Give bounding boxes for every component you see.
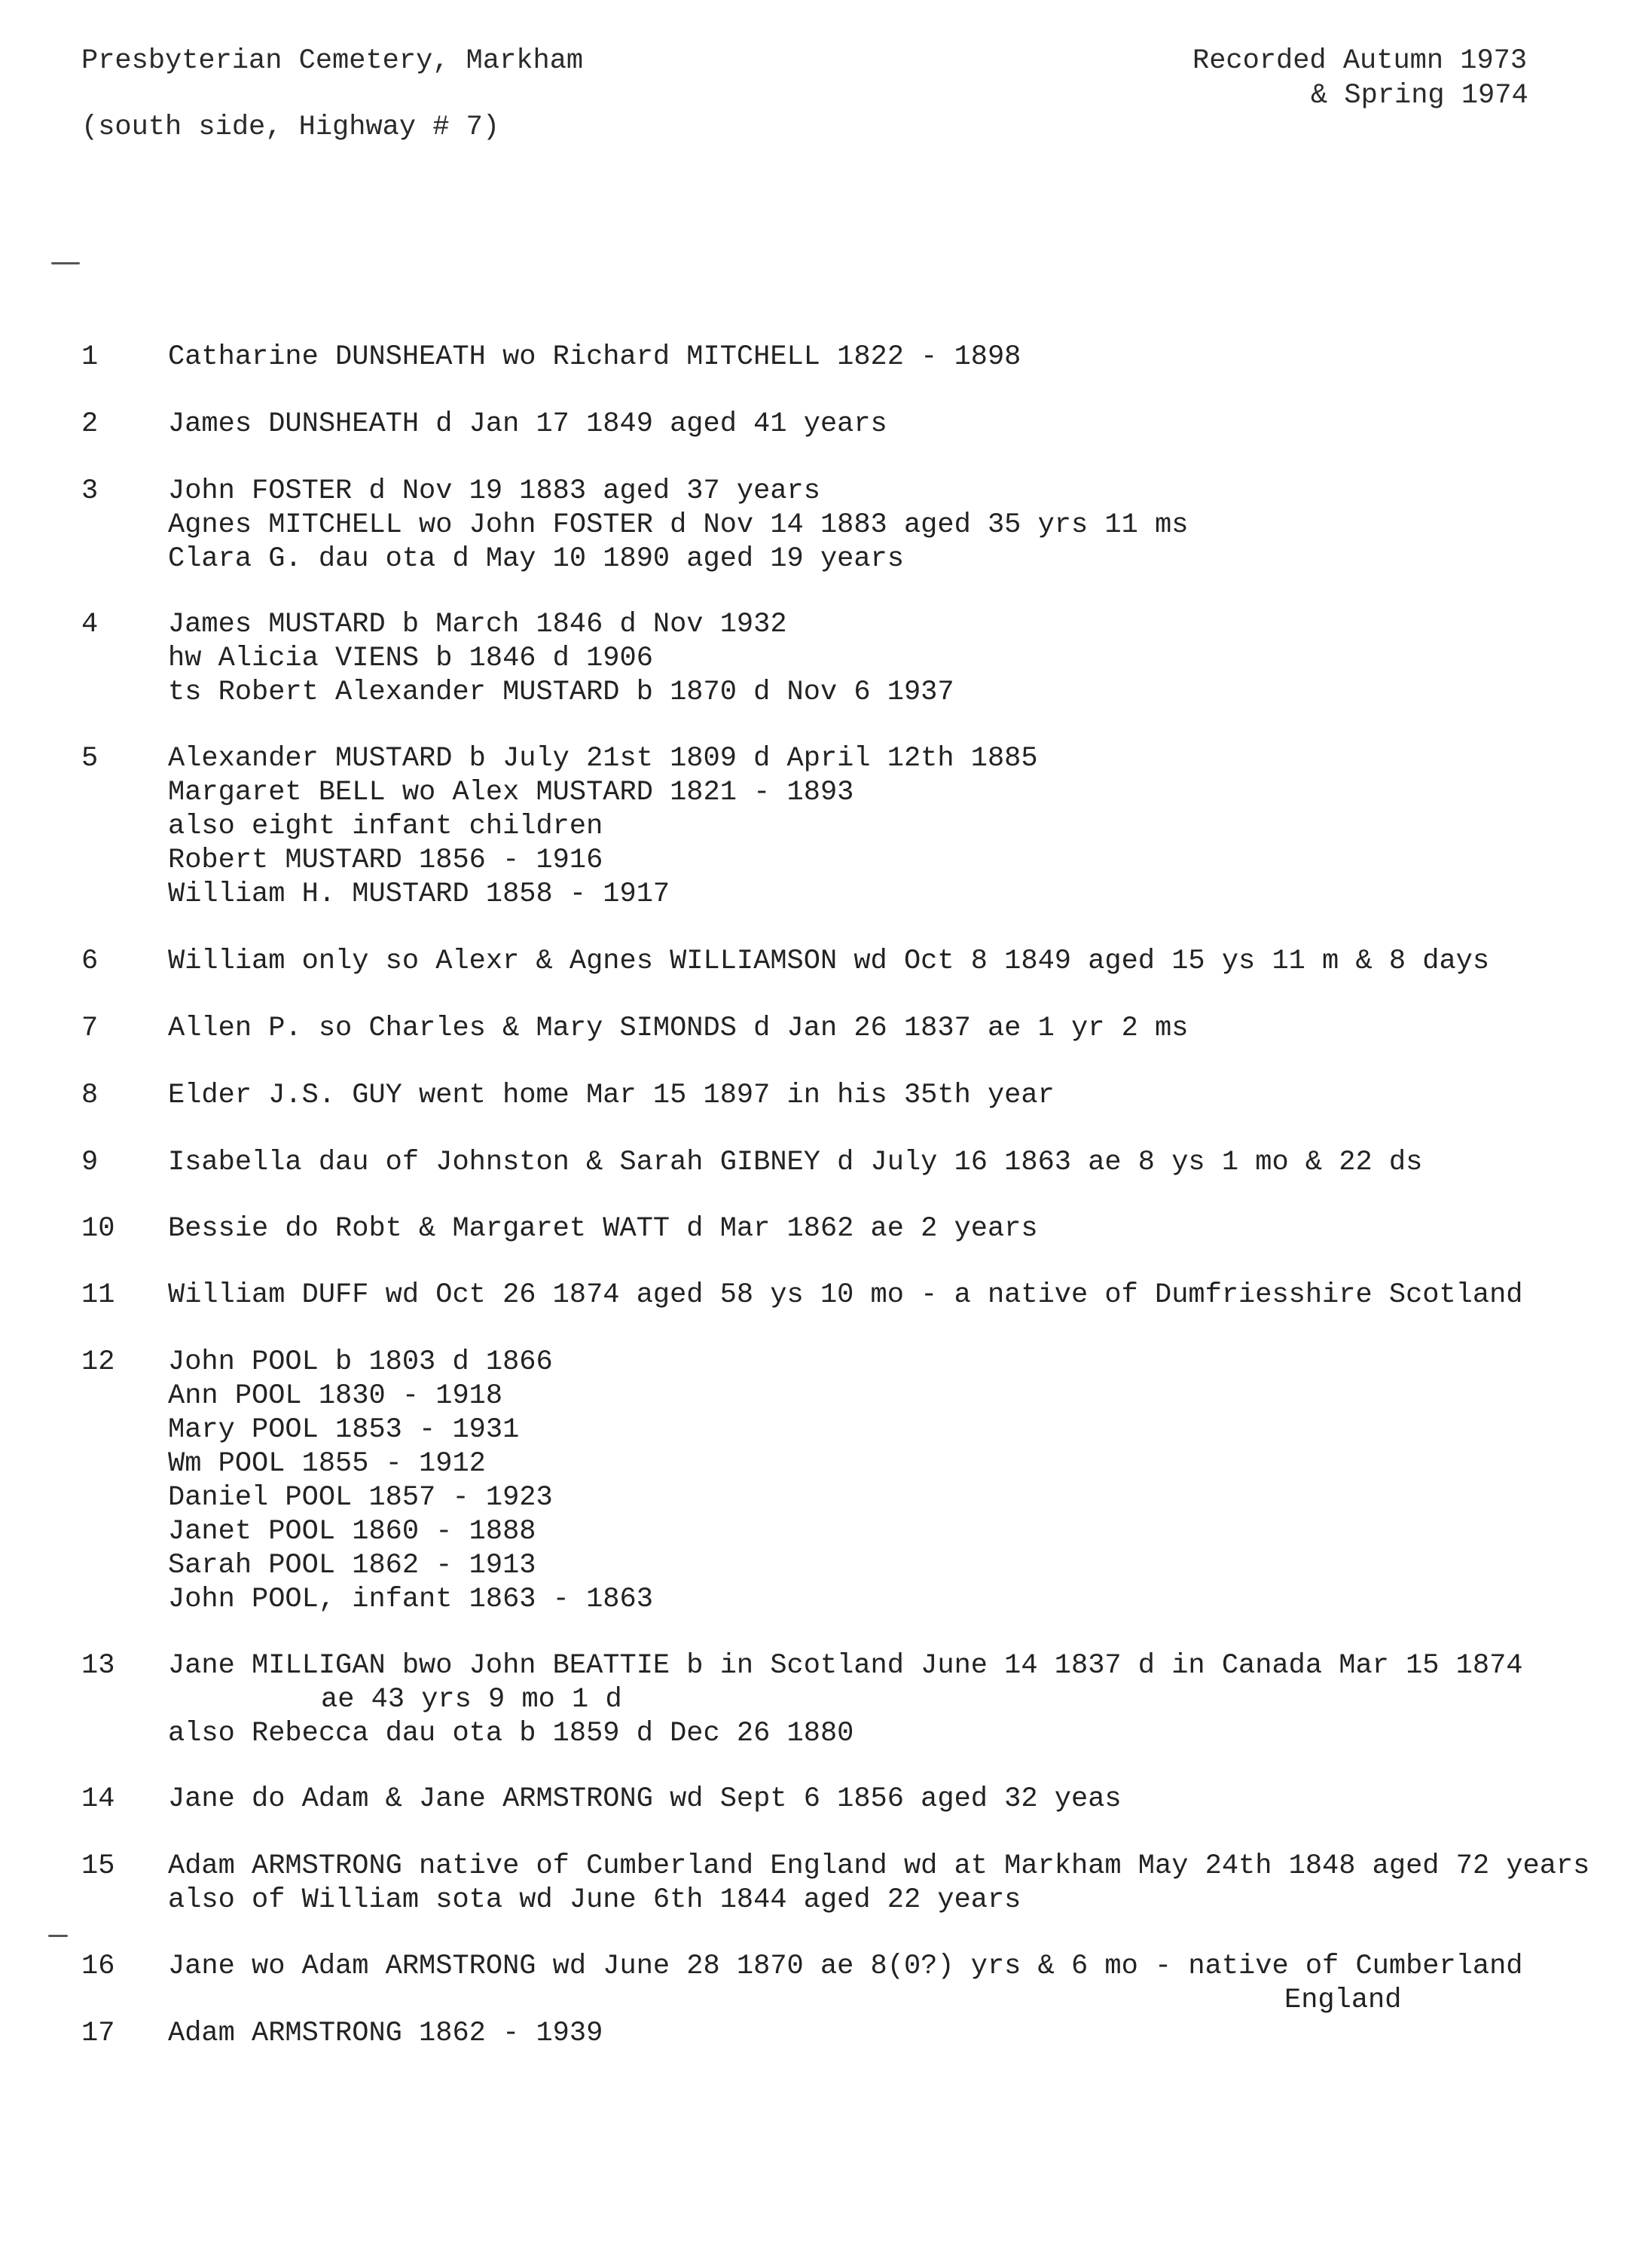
entry-line: Adam ARMSTRONG 1862 - 1939 — [168, 2018, 603, 2049]
entry-line: England — [1284, 1984, 1402, 2016]
entry-line: Isabella dau of Johnston & Sarah GIBNEY d July 16 1863 ae 8 ys 1 mo & 22 ds — [168, 1147, 1423, 1178]
entry-number: 8 — [81, 1080, 99, 1111]
entry-line: Sarah POOL 1862 - 1913 — [168, 1550, 536, 1581]
entry-line: William H. MUSTARD 1858 - 1917 — [168, 878, 670, 910]
entry-line: Bessie do Robt & Margaret WATT d Mar 1862 ae 2 years — [168, 1213, 1038, 1245]
entry-line: ae 43 yrs 9 mo 1 d — [321, 1684, 622, 1716]
entry-line: Jane do Adam & Jane ARMSTRONG wd Sept 6 1856 aged 32 yeas — [168, 1783, 1122, 1815]
entry-line: Margaret BELL wo Alex MUSTARD 1821 - 1893 — [168, 777, 854, 808]
entry-line: also eight infant children — [168, 811, 603, 842]
entry-line: Wm POOL 1855 - 1912 — [168, 1448, 486, 1480]
page-title: Presbyterian Cemetery, Markham — [81, 45, 584, 77]
entry-number: 11 — [81, 1279, 115, 1311]
entry-number: 17 — [81, 2018, 115, 2049]
margin-mark — [51, 262, 80, 264]
entry-text — [168, 1146, 1422, 1180]
entry-number: 2 — [81, 408, 99, 440]
entry-line: John POOL, infant 1863 - 1863 — [168, 1584, 653, 1615]
entry-number: 10 — [81, 1213, 115, 1245]
entry-text — [168, 945, 1489, 979]
entry-line: Agnes MITCHELL wo John FOSTER d Nov 14 1883 aged 35 yrs 11 ms — [168, 509, 1189, 541]
entry-line: William only so Alexr & Agnes WILLIAMSON wd Oct 8 1849 aged 15 ys 11 m & 8 days — [168, 946, 1490, 977]
entry-text — [168, 1212, 1038, 1246]
entry-line: Jane wo Adam ARMSTRONG wd June 28 1870 ae 8(0?) yrs & 6 mo - native of Cumberland — [168, 1951, 1523, 1982]
entry-text — [168, 1346, 653, 1617]
entry-number: 4 — [81, 609, 99, 640]
entry-line: Mary POOL 1853 - 1931 — [168, 1414, 520, 1446]
entry-text — [168, 2017, 603, 2051]
entry-number: 9 — [81, 1147, 99, 1178]
entry-line: also of William sota wd June 6th 1844 aged 22 years — [168, 1884, 1021, 1916]
margin-mark — [48, 1935, 68, 1937]
entry-line: ts Robert Alexander MUSTARD b 1870 d Nov 6 1937 — [168, 677, 954, 708]
entry-number: 3 — [81, 475, 99, 507]
entry-text — [168, 475, 1188, 576]
entry-text — [168, 608, 954, 710]
entry-line: John FOSTER d Nov 19 1883 aged 37 years — [168, 475, 820, 507]
entry-text — [168, 1649, 1523, 1751]
entry-line: Adam ARMSTRONG native of Cumberland England wd at Markham May 24th 1848 aged 72 years — [168, 1850, 1590, 1882]
entry-line: hw Alicia VIENS b 1846 d 1906 — [168, 643, 653, 674]
entry-number: 16 — [81, 1951, 115, 1982]
page-subtitle: (south side, Highway # 7) — [81, 112, 500, 143]
entry-number: 5 — [81, 743, 99, 775]
entry-number: 6 — [81, 946, 99, 977]
entry-line: Catharine DUNSHEATH wo Richard MITCHELL 1822 - 1898 — [168, 341, 1021, 373]
entry-text — [168, 1950, 1523, 2018]
entry-line: William DUFF wd Oct 26 1874 aged 58 ys 10 mo - a native of Dumfriesshire Scotland — [168, 1279, 1523, 1311]
entry-line: Daniel POOL 1857 - 1923 — [168, 1482, 553, 1514]
entry-line: Clara G. dau ota d May 10 1890 aged 19 years — [168, 543, 904, 575]
entry-line: Alexander MUSTARD b July 21st 1809 d April 12th 1885 — [168, 743, 1038, 775]
entry-text — [168, 1079, 1055, 1113]
entry-line: John POOL b 1803 d 1866 — [168, 1346, 553, 1378]
entry-text — [168, 1850, 1589, 1917]
entry-line: James DUNSHEATH d Jan 17 1849 aged 41 years — [168, 408, 887, 440]
entry-text — [168, 1783, 1122, 1816]
entry-text — [168, 341, 1021, 374]
entry-line: Elder J.S. GUY went home Mar 15 1897 in his 35th year — [168, 1080, 1055, 1111]
entry-text — [168, 1012, 1188, 1046]
entry-text — [168, 408, 887, 441]
entry-number: 13 — [81, 1650, 115, 1682]
entry-line: also Rebecca dau ota b 1859 d Dec 26 1880 — [168, 1718, 854, 1749]
entry-text — [168, 742, 1038, 912]
recorded-date-line-1: Recorded Autumn 1973 — [1192, 45, 1528, 77]
entry-number: 15 — [81, 1850, 115, 1882]
entry-line: Ann POOL 1830 - 1918 — [168, 1380, 503, 1412]
entry-line: Jane MILLIGAN bwo John BEATTIE b in Scotland June 14 1837 d in Canada Mar 15 1874 — [168, 1650, 1523, 1682]
entry-number: 1 — [81, 341, 99, 373]
entry-number: 14 — [81, 1783, 115, 1815]
entry-line: Robert MUSTARD 1856 - 1916 — [168, 845, 603, 876]
entry-text — [168, 1279, 1523, 1312]
entry-line: Janet POOL 1860 - 1888 — [168, 1516, 536, 1548]
entry-number: 12 — [81, 1346, 115, 1378]
entry-line: James MUSTARD b March 1846 d Nov 1932 — [168, 609, 787, 640]
recorded-date-line-2: & Spring 1974 — [1311, 80, 1528, 112]
entry-number: 7 — [81, 1013, 99, 1044]
entry-line: Allen P. so Charles & Mary SIMONDS d Jan 26 1837 ae 1 yr 2 ms — [168, 1013, 1189, 1044]
